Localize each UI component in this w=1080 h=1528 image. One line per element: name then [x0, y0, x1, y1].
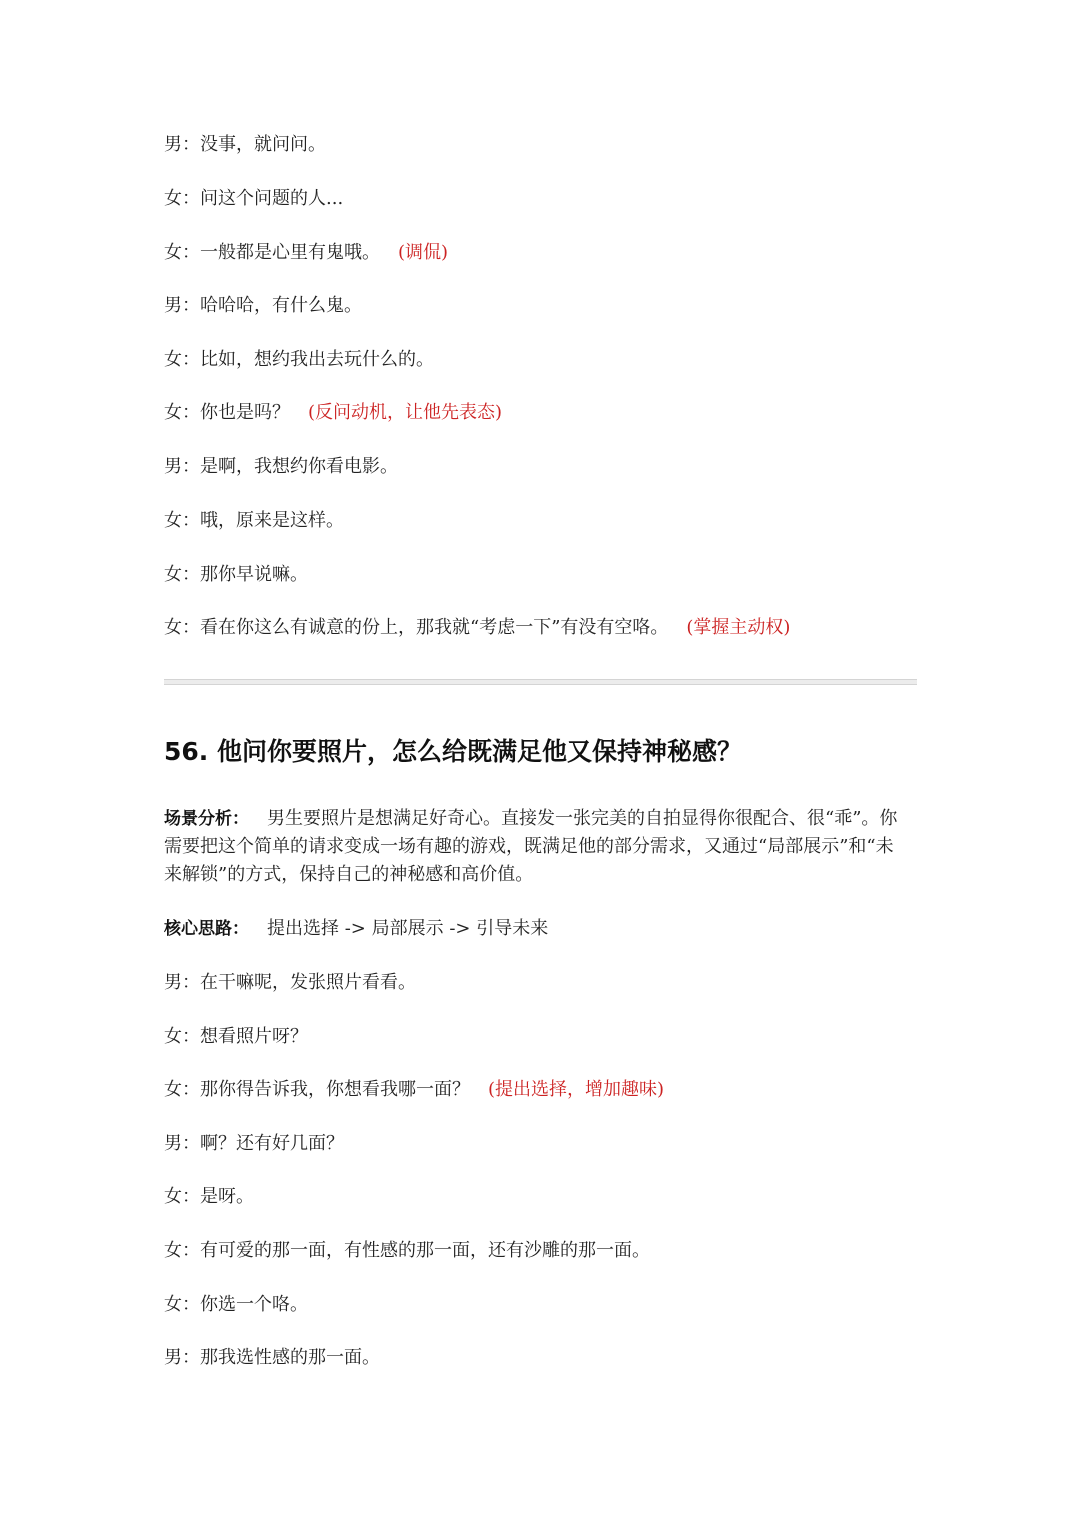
dialogue-line	[164, 241, 448, 265]
dialogue-text: 女：你选一个咯。	[164, 1294, 308, 1315]
dialogue-text: 男：是啊，我想约你看电影。	[164, 456, 398, 477]
section-title: 56. 他问你要照片，怎么给既满足他又保持神秘感？	[164, 737, 742, 766]
dialogue-line	[164, 455, 398, 479]
dialogue-line	[164, 1132, 344, 1156]
dialogue-note: (掌握主动权)	[686, 617, 791, 638]
dialogue-text: 女：看在你这么有诚意的份上，那我就“考虑一下”有没有空咯。	[164, 617, 669, 638]
scene-analysis-label: 场景分析：	[164, 809, 249, 829]
dialogue-line	[164, 1025, 308, 1049]
dialogue-note: (提出选择，增加趣味)	[488, 1079, 665, 1100]
dialogue-line	[164, 563, 308, 587]
dialogue-text: 男：啊？还有好几面？	[164, 1133, 344, 1154]
dialogue-text: 女：那你得告诉我，你想看我哪一面？	[164, 1079, 470, 1100]
dialogue-text: 女：你也是吗？	[164, 402, 290, 423]
dialogue-text: 女：想看照片呀？	[164, 1026, 308, 1047]
dialogue-line	[164, 294, 362, 318]
core-idea	[164, 917, 548, 941]
core-idea-label: 核心思路：	[164, 919, 249, 939]
dialogue-text: 女：问这个问题的人...	[164, 188, 344, 209]
dialogue-text: 女：哦，原来是这样。	[164, 510, 344, 531]
dialogue-line	[164, 1239, 650, 1263]
section-divider	[164, 679, 917, 685]
dialogue-line	[164, 348, 434, 372]
scene-analysis	[164, 805, 910, 889]
dialogue-line	[164, 187, 343, 211]
dialogue-line	[164, 971, 416, 995]
dialogue-text: 男：哈哈哈，有什么鬼。	[164, 295, 362, 316]
dialogue-line	[164, 1078, 664, 1102]
dialogue-note: (反问动机，让他先表态)	[308, 402, 503, 423]
dialogue-text: 女：有可爱的那一面，有性感的那一面，还有沙雕的那一面。	[164, 1240, 650, 1261]
dialogue-line	[164, 509, 344, 533]
dialogue-text: 女：那你早说嘛。	[164, 564, 308, 585]
dialogue-text: 男：没事，就问问。	[164, 134, 326, 155]
dialogue-line	[164, 1346, 380, 1370]
dialogue-line	[164, 401, 502, 425]
dialogue-text: 女：一般都是心里有鬼哦。	[164, 242, 380, 263]
dialogue-text: 女：是呀。	[164, 1186, 254, 1207]
dialogue-line	[164, 1185, 254, 1209]
dialogue-note: (调侃)	[398, 242, 449, 263]
dialogue-text: 男：那我选性感的那一面。	[164, 1347, 380, 1368]
dialogue-text: 女：比如，想约我出去玩什么的。	[164, 349, 434, 370]
dialogue-text: 男：在干嘛呢，发张照片看看。	[164, 972, 416, 993]
dialogue-line	[164, 133, 326, 157]
dialogue-line	[164, 616, 790, 640]
scene-analysis-text: 男生要照片是想满足好奇心。直接发一张完美的自拍显得你很配合、很“乖”。你需要把这个简单的请求变成一场有趣的游戏，既满足他的部分需求，又通过“局部展示”和“未来解锁”的方式，保持自己的神秘感和高价值。	[164, 808, 898, 885]
core-idea-text: 提出选择 -> 局部展示 -> 引导未来	[267, 918, 549, 939]
dialogue-line	[164, 1293, 308, 1317]
